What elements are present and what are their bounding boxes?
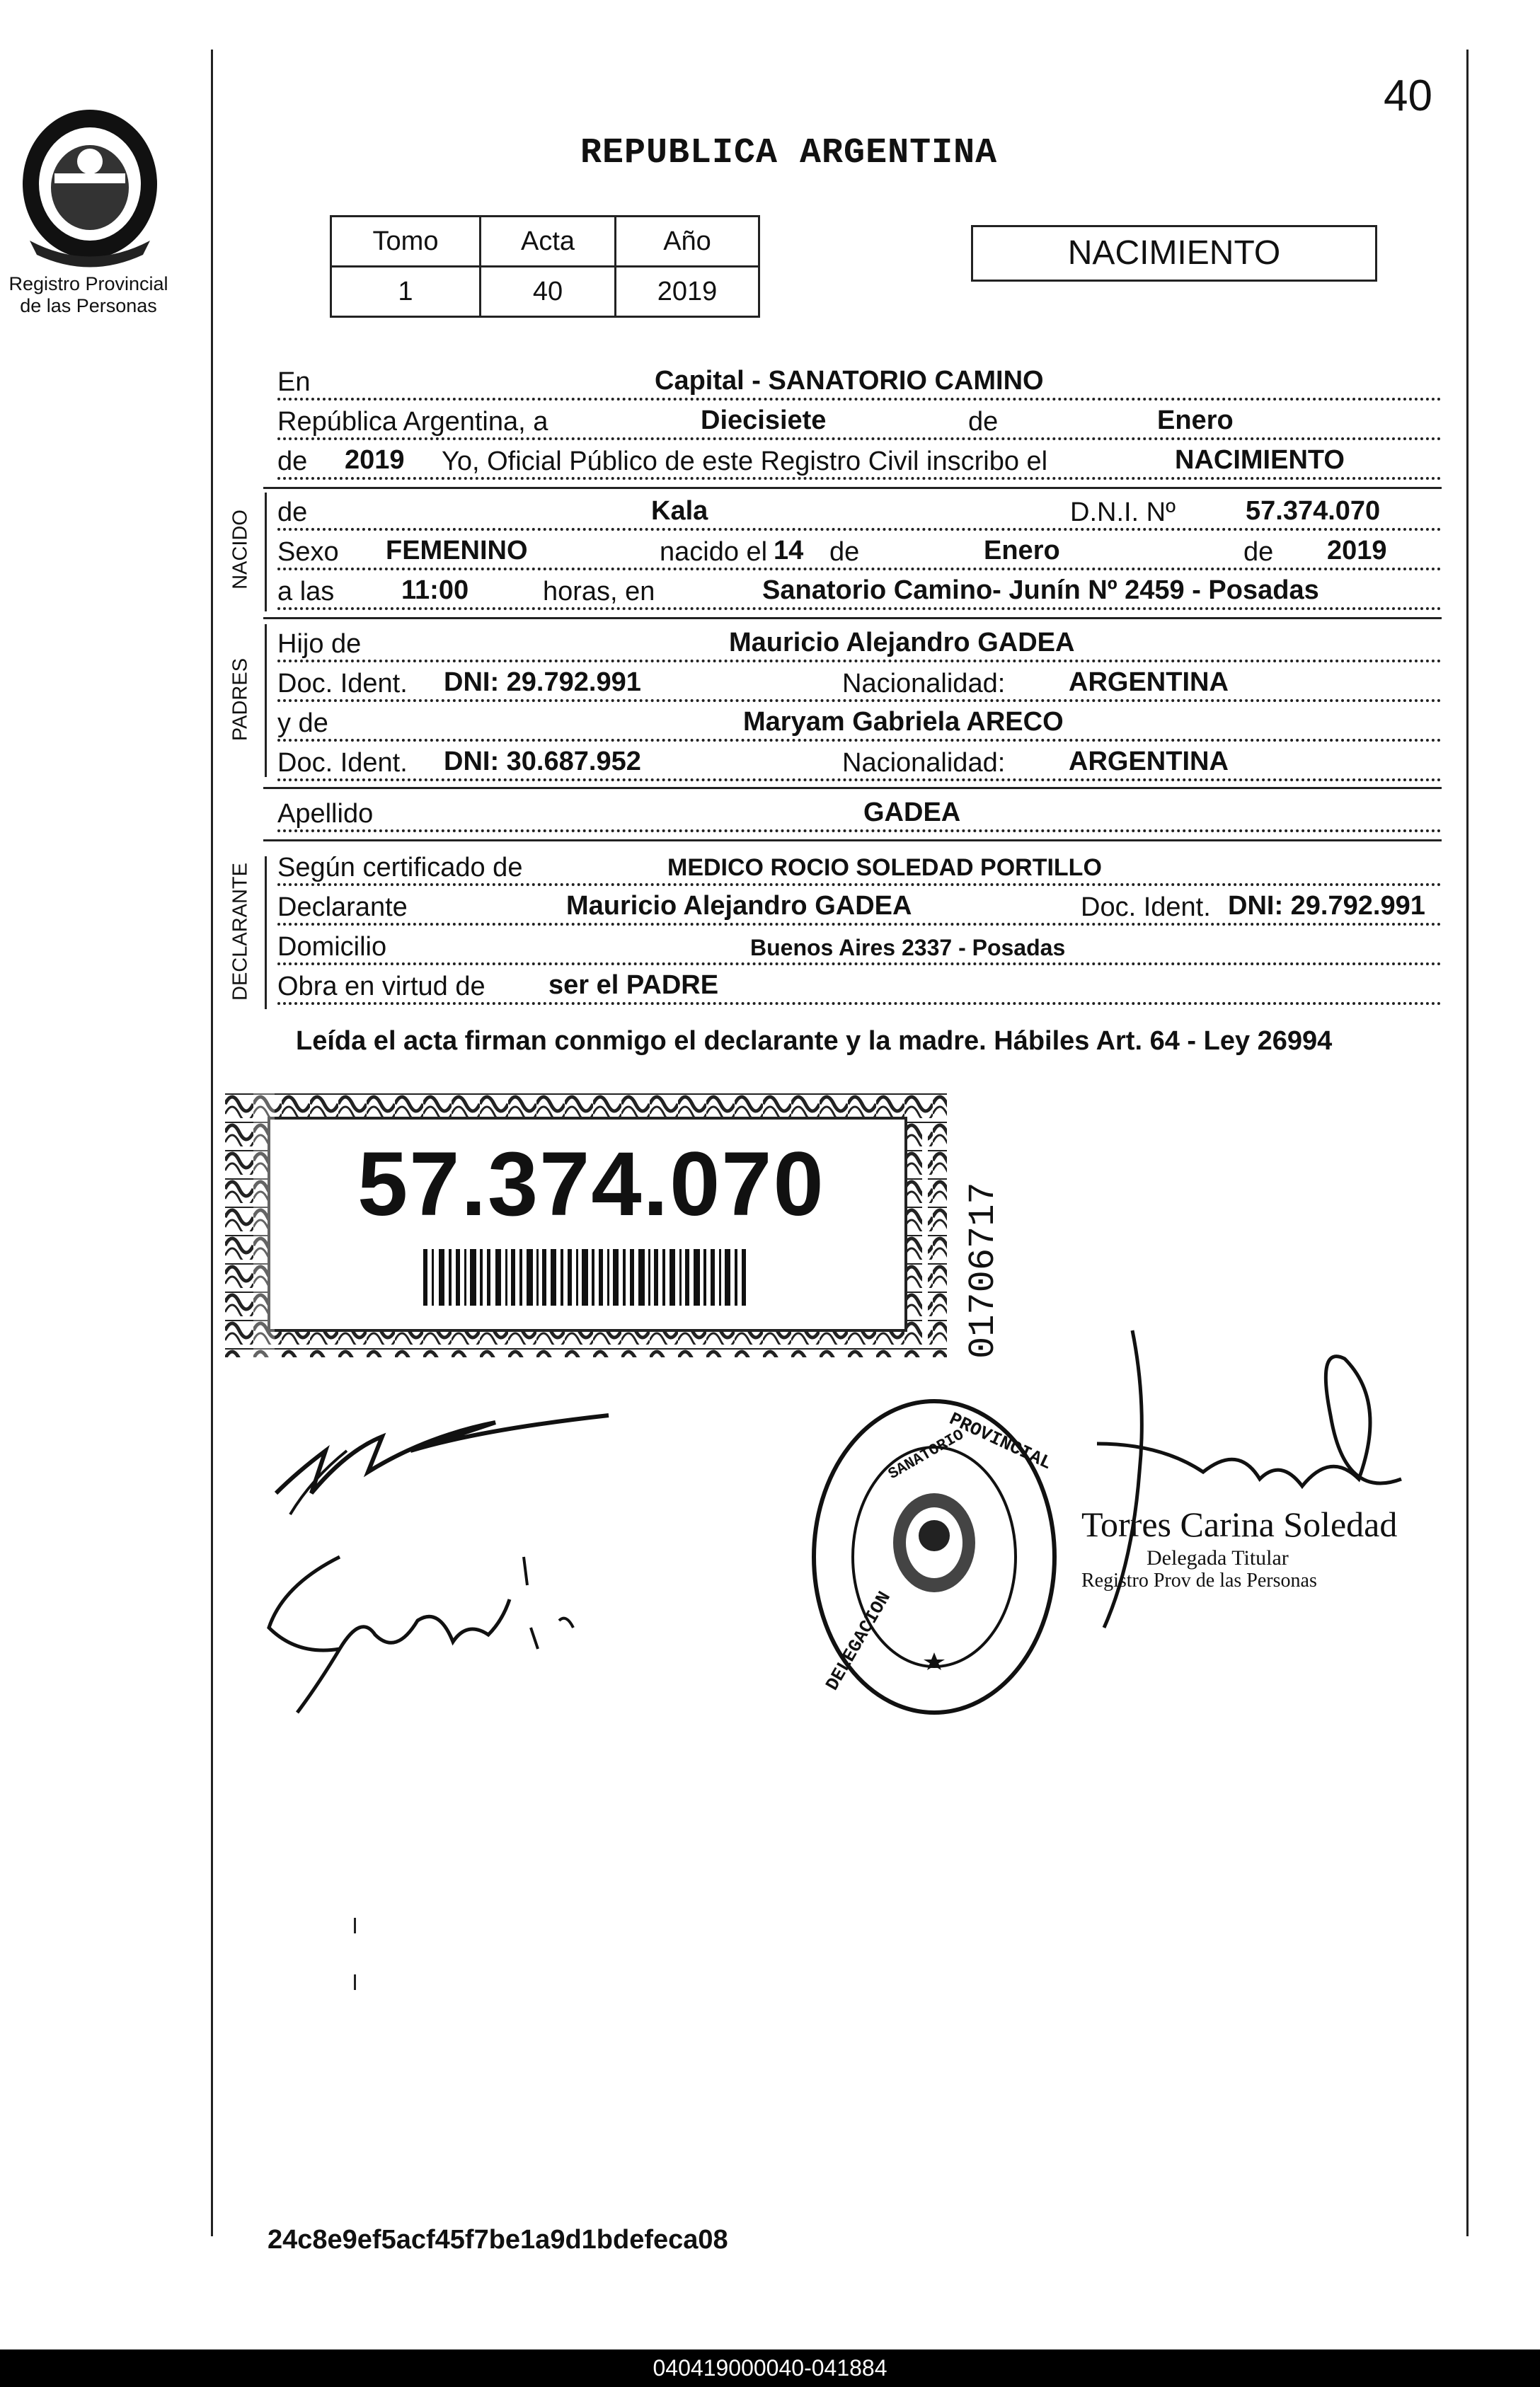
value-mother: Maryam Gabriela ARECO <box>741 707 1066 737</box>
value-certificado: MEDICO ROCIO SOLEDAD PORTILLO <box>665 854 1104 882</box>
label-father-doc: Doc. Ident. <box>277 669 410 699</box>
registry-label <box>0 273 177 317</box>
label-horas-en: horas, en <box>543 577 657 607</box>
row-sexo <box>277 535 1442 575</box>
separator-nacido <box>263 617 1442 619</box>
label-a-las: a las <box>277 577 337 607</box>
registry-label-line1: Registro Provincial <box>8 273 168 294</box>
row-mother-doc <box>277 746 1442 786</box>
row-declarante <box>277 890 1442 930</box>
value-day: Diecisiete <box>699 405 828 436</box>
separator-padres <box>263 787 1442 789</box>
value-apellido: GADEA <box>861 798 962 828</box>
header-acta: Acta <box>481 217 616 267</box>
bracket-padres <box>265 624 267 777</box>
row-certificado <box>277 851 1442 890</box>
value-sexo: FEMENINO <box>384 536 530 566</box>
svg-text:DELEGACION: DELEGACION <box>821 1587 895 1694</box>
value-birth-year: 2019 <box>1325 536 1389 566</box>
value-birth-day: 14 <box>771 536 805 566</box>
footer-id-bar: 040419000040-041884 <box>0 2349 1540 2387</box>
label-father-nat: Nacionalidad: <box>842 669 1008 699</box>
value-place: Sanatorio Camino- Junín Nº 2459 - Posadas <box>760 575 1321 606</box>
value-tomo: 1 <box>331 267 481 317</box>
dni-serial-number: 01706717 <box>962 1182 1004 1359</box>
value-time: 11:00 <box>399 575 471 606</box>
value-ano: 2019 <box>616 267 759 317</box>
signature-madre-icon <box>255 1543 580 1720</box>
header-ano: Año <box>616 217 759 267</box>
value-domicilio: Buenos Aires 2337 - Posadas <box>748 935 1067 961</box>
section-label-declarante: DECLARANTE <box>229 863 252 1001</box>
row-hijo-de <box>277 627 1442 667</box>
separator-apellido <box>263 839 1442 841</box>
value-decl-doc: DNI: 29.792.991 <box>1226 891 1427 921</box>
section-label-padres: PADRES <box>229 657 252 742</box>
record-table-header-row <box>331 217 759 267</box>
value-acta: 40 <box>481 267 616 317</box>
label-de-month: de <box>829 537 862 568</box>
label-de-name: de <box>277 497 310 528</box>
separator-top <box>263 487 1442 489</box>
row-obra <box>277 970 1442 1009</box>
label-en: En <box>277 367 313 398</box>
label-yo: Yo, Oficial Público de este Registro Civil inscribo el <box>442 447 1050 477</box>
row-yo <box>277 444 1442 484</box>
label-de-year: de <box>1243 537 1276 568</box>
value-name: Kala <box>649 496 710 527</box>
bracket-declarante <box>265 856 267 1009</box>
label-de: de <box>968 407 1001 437</box>
row-father-doc <box>277 667 1442 706</box>
label-mother-nat: Nacionalidad: <box>842 748 1008 778</box>
value-en: Capital - SANATORIO CAMINO <box>653 366 1046 396</box>
row-hora <box>277 575 1442 614</box>
page-number: 40 <box>1384 71 1432 120</box>
record-table-value-row <box>331 267 759 317</box>
signature-declarante-icon <box>269 1408 623 1522</box>
closing-note: Leída el acta firman conmigo el declarante y la madre. Hábiles Art. 64 - Ley 26994 <box>296 1026 1333 1056</box>
signature-official-icon <box>1047 1316 1415 1656</box>
label-decl-doc: Doc. Ident. <box>1081 892 1214 923</box>
bracket-nacido <box>265 493 267 611</box>
document-hash: 24c8e9ef5acf45f7be1a9d1bdefeca08 <box>268 2225 728 2255</box>
svg-text:SANATORIO: SANATORIO <box>885 1425 967 1484</box>
record-type-box: NACIMIENTO <box>971 225 1377 282</box>
label-nacido-el: nacido el <box>660 537 770 568</box>
row-nacido-name <box>277 495 1442 535</box>
document-title: REPUBLICA ARGENTINA <box>580 133 998 173</box>
stray-mark <box>354 1918 356 1933</box>
label-mother-doc: Doc. Ident. <box>277 748 410 778</box>
row-apellido <box>277 797 1442 836</box>
label-domicilio: Domicilio <box>277 932 389 962</box>
value-mother-doc: DNI: 30.687.952 <box>442 747 643 777</box>
row-republica <box>277 405 1442 444</box>
right-margin-line <box>1466 50 1469 2236</box>
official-title: Delegada Titular <box>1147 1546 1289 1570</box>
value-month: Enero <box>1155 405 1236 436</box>
label-apellido: Apellido <box>277 799 376 829</box>
row-en <box>277 365 1442 405</box>
row-domicilio <box>277 930 1442 970</box>
value-declarante: Mauricio Alejandro GADEA <box>564 891 914 921</box>
value-type: NACIMIENTO <box>1173 445 1347 476</box>
registry-label-line2: de las Personas <box>20 295 157 316</box>
value-year: 2019 <box>343 445 407 476</box>
provincia-misiones-seal-icon <box>16 106 164 269</box>
value-obra: ser el PADRE <box>546 970 720 1001</box>
svg-text:PROVINCIAL: PROVINCIAL <box>946 1408 1055 1475</box>
label-obra: Obra en virtud de <box>277 972 488 1002</box>
left-margin-line <box>211 50 213 2236</box>
dni-sticker-number: 57.374.070 <box>357 1134 825 1235</box>
label-hijo-de: Hijo de <box>277 629 364 660</box>
value-mother-nat: ARGENTINA <box>1067 747 1231 777</box>
label-certificado: Según certificado de <box>277 853 525 883</box>
label-sexo: Sexo <box>277 537 342 568</box>
record-table <box>330 215 760 318</box>
stray-mark <box>354 1974 356 1990</box>
label-dni: D.N.I. Nº <box>1070 497 1178 528</box>
row-y-de <box>277 706 1442 746</box>
value-father: Mauricio Alejandro GADEA <box>727 628 1076 658</box>
value-father-nat: ARGENTINA <box>1067 667 1231 698</box>
official-name: Torres Carina Soledad <box>1081 1505 1398 1544</box>
section-label-nacido: NACIDO <box>229 510 252 589</box>
label-y-de: y de <box>277 708 331 739</box>
delegacion-stamp-icon <box>807 1394 1062 1720</box>
label-republica: República Argentina, a <box>277 407 551 437</box>
official-org: Registro Prov de las Personas <box>1081 1570 1317 1592</box>
label-declarante: Declarante <box>277 892 410 923</box>
value-father-doc: DNI: 29.792.991 <box>442 667 643 698</box>
header-tomo: Tomo <box>331 217 481 267</box>
value-dni: 57.374.070 <box>1243 496 1382 527</box>
value-birth-month: Enero <box>982 536 1062 566</box>
label-de2: de <box>277 447 310 477</box>
